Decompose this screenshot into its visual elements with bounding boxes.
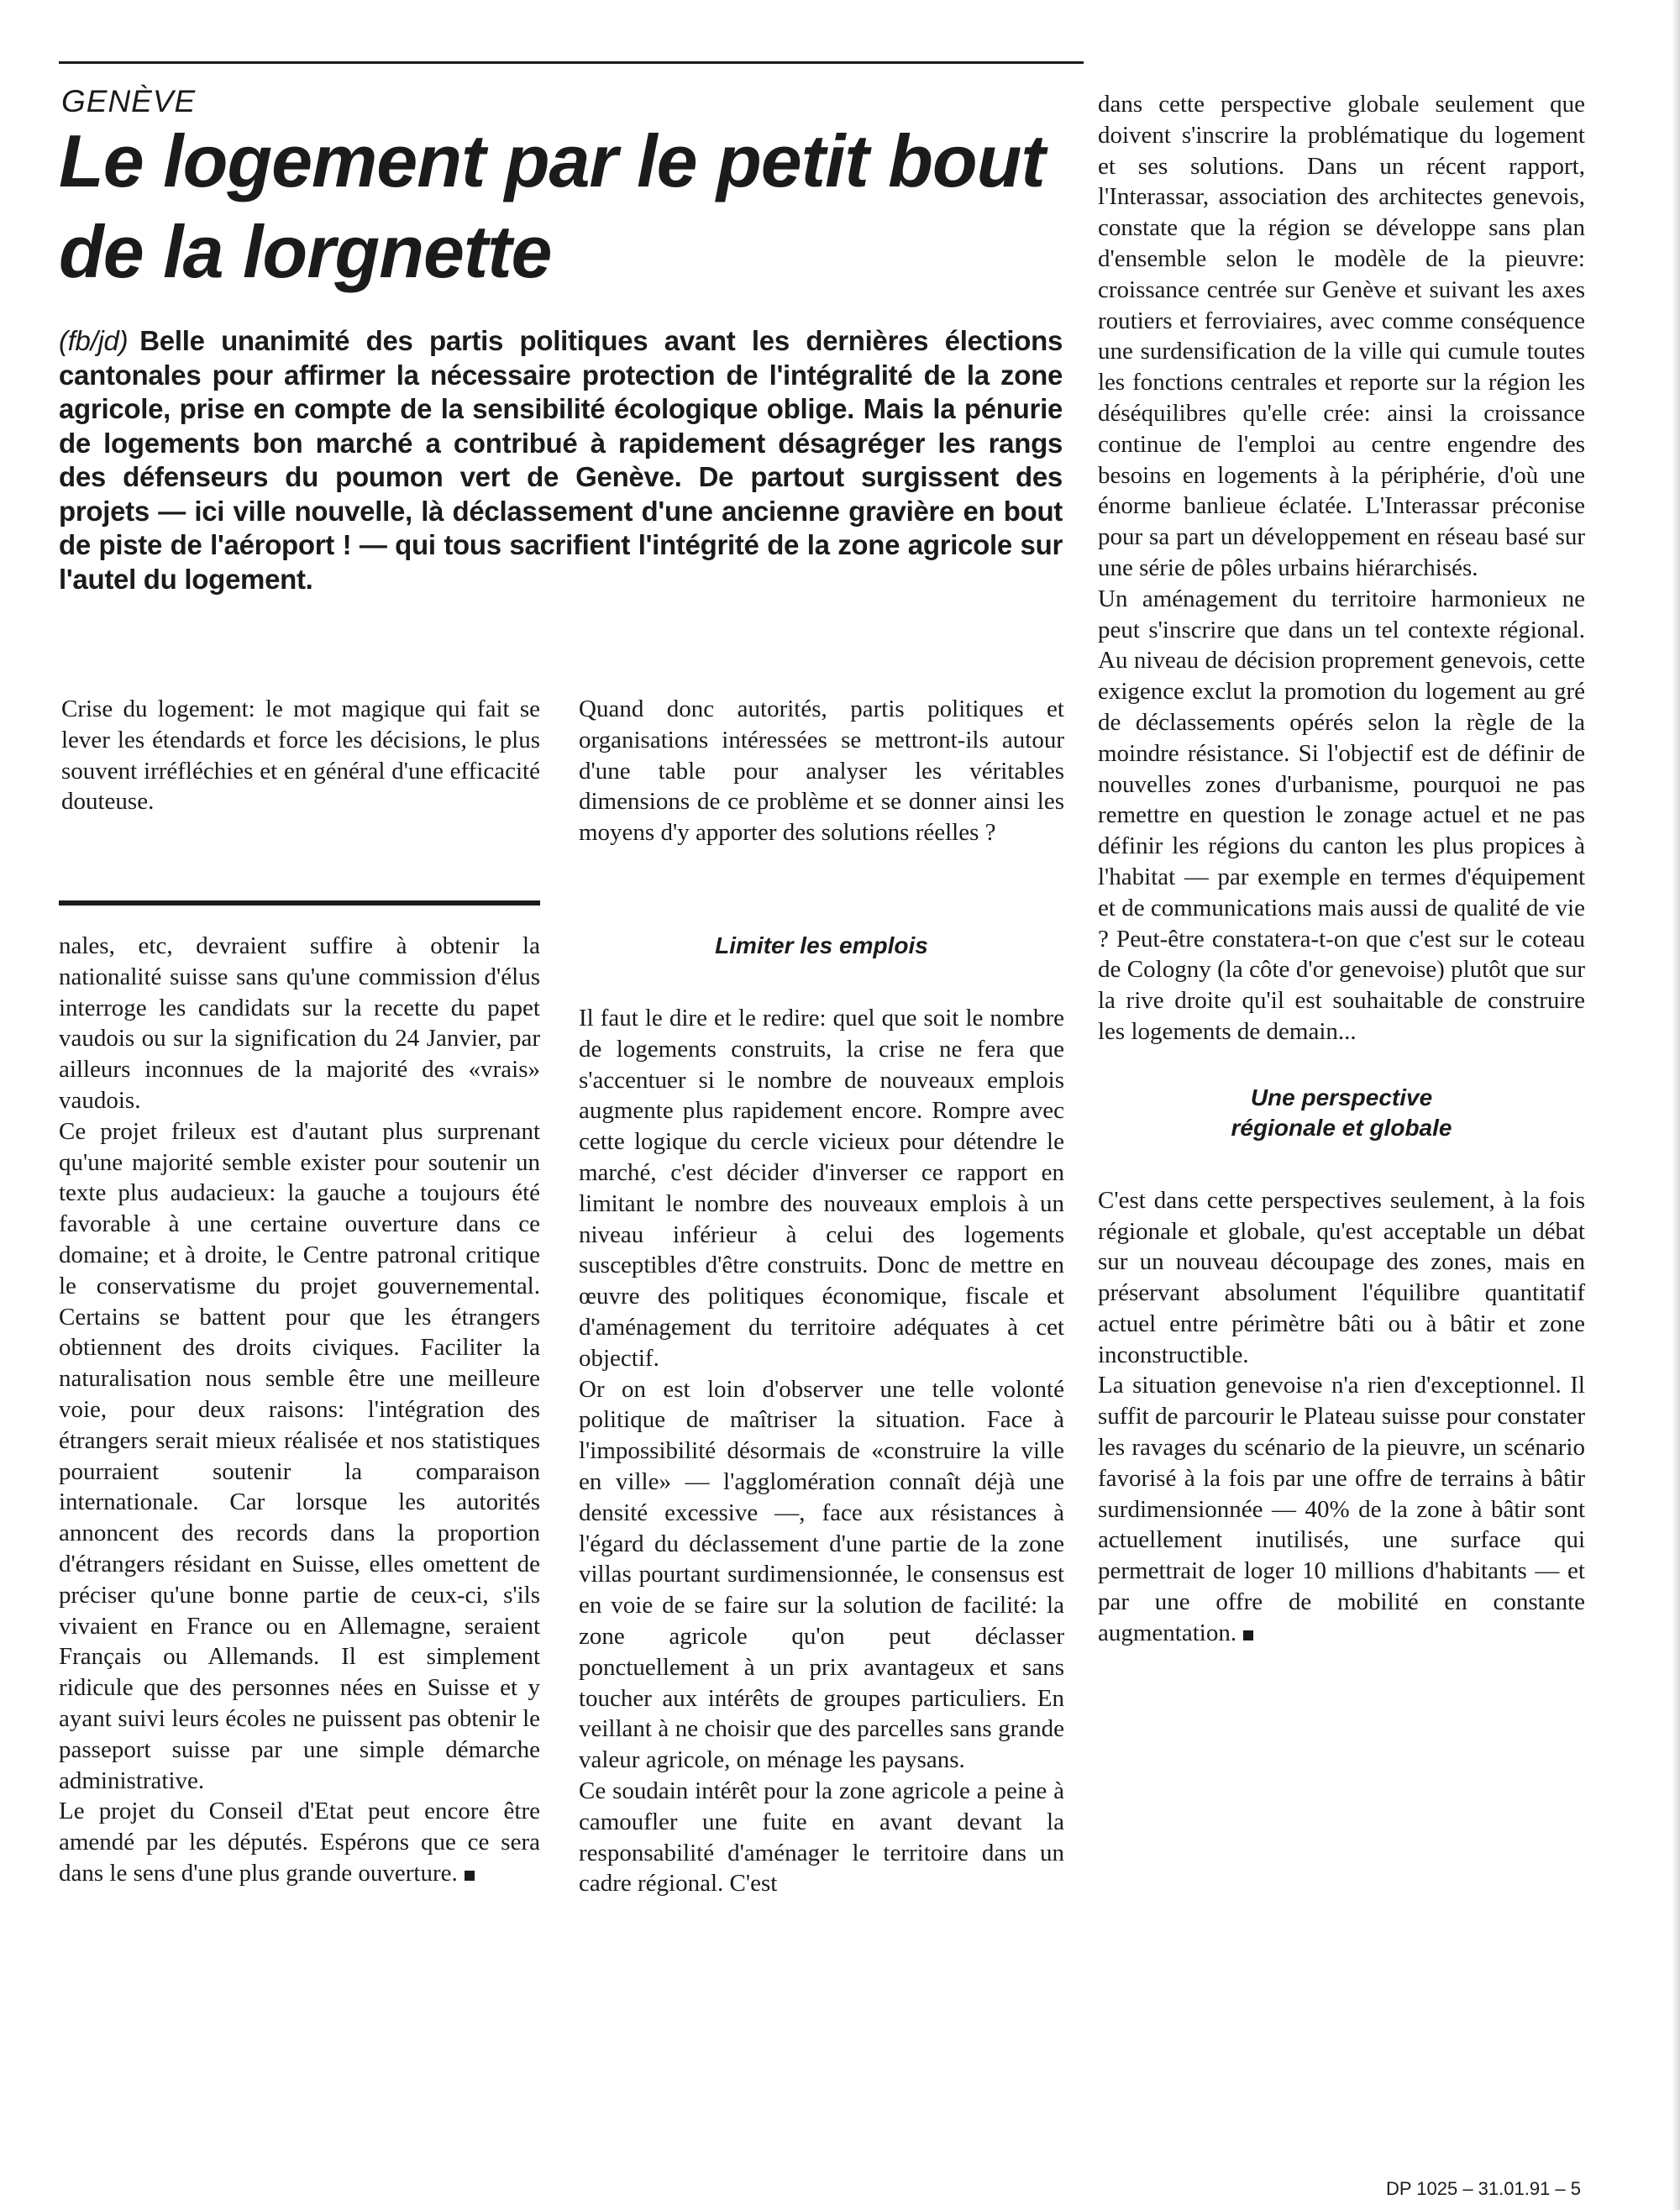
lead-text: Belle unanimité des partis politiques avant les dernières élections cantonales pour affirmer la nécessaire protection de l'intégralité de la zone agricole, prise en compte de la sensibilité écologique oblige. Mais la pénurie de logements bon marché a contribué à rapidement désagréger les rangs des défenseurs du poumon vert de Genève. De partout surgissent des projets — ici ville nouvelle, là déclassement d'une ancienne gravière en bout de piste de l'aéroport ! — qui tous sacrifient l'intégrité de la zone agricole sur l'autel du logement. <box>59 325 1063 595</box>
subhead: Limiter les emplois <box>715 932 928 958</box>
subhead-block <box>1098 1083 1585 1143</box>
section-label: GENÈVE <box>61 84 197 118</box>
paragraph: Or on est loin d'observer une telle volonté politique de maîtriser la situation. Face à l'impossibilité désormais de «construire la ville en ville» — l'agglomération connaît déjà une densité excessive —, face aux résistances à l'égard du déclassement d'une partie de la zone villas pourtant surdimensionnée, le consensus est en voie de se faire sur la solution de facilité: la zone agricole qu'on peut déclasser ponctuellement à un prix avantageux et sans toucher aux intérêts de groupes particuliers. En veillant à ne choisir que des parcelles sans grande valeur agricole, on ménage les paysans. <box>579 1375 1064 1774</box>
column-1 <box>59 931 540 1889</box>
column-divider-rule <box>59 900 540 906</box>
author-credit: (fb/jd) <box>59 325 129 356</box>
paragraph: dans cette perspective globale seulement que doivent s'inscrire la problématique du logement et ses solutions. Dans un récent rapport, l'Interassar, association des architectes genevois, constate que la région se développe sans plan d'ensemble selon le modèle de la pieuvre: croissance centrée sur Genève et suivant les axes routiers et ferroviaires, avec comme conséquence une surdensification de la ville qui cumule toutes les fonctions centrales et reporte sur la région les déséquilibres qu'elle crée: ainsi la croissance continue de l'emploi au centre engendre des besoins en logements à la périphérie, d'où une énorme banlieue éclatée. L'Interassar préconise pour sa part un développement en réseau basé sur une série de pôles urbains hiérarchisés. <box>1098 91 1585 581</box>
paragraph: Un aménagement du territoire harmonieux ne peut s'inscrire que dans un tel contexte régional. Au niveau de décision proprement genevois, cette exigence exclut la promotion du logement au gré de déclassements opérés selon la règle de la moindre résistance. Si l'objectif est de définir de nouvelles zones d'urbanisme, pourquoi ne pas remettre en question le zonage actuel et ne pas définir les régions du canton les plus propices à l'habitat — par exemple en termes d'équipement et de communications mais aussi de qualité de vie ? Peut-être constatera-t-on que c'est sur le coteau de Cologny (la côte d'or genevoise) plutôt que sur la rive droite qu'il est souhaitable de construire les logements de demain... <box>1098 585 1585 1045</box>
headline: Le logement par le petit bout de la lorgnette <box>59 119 1045 293</box>
page-footer: DP 1025 – 31.01.91 – 5 <box>1385 2178 1581 2199</box>
subhead-line: régionale et globale <box>1231 1114 1452 1141</box>
paragraph <box>1098 1370 1585 1648</box>
paragraph: C'est dans cette perspectives seulement, à la fois régionale et globale, qu'est acceptable un débat sur un nouveau découpage des zones, mais en préservant absolument l'équilibre quantitatif actuel entre périmètre bâti ou à bâtir et zone inconstructible. <box>1098 1186 1585 1368</box>
paragraph: Ce projet frileux est d'autant plus surprenant qu'une majorité semble exister pour soutenir un texte plus audacieux: la gauche a toujours été favorable à une certaine ouverture dans ce domaine; et à droite, le Centre patronal critique le conservatisme du projet gouvernemental. Certains se battent pour que les étrangers obtiennent des droits civiques. Faciliter la naturalisation nous semble être une meilleure voie, pour deux raisons: l'intégration des étrangers serait mieux réalisée et nos statistiques pourraient soutenir la comparaison internationale. Car lorsque les autorités annoncent des records dans la proportion d'étrangers résidant en Suisse, elles omettent de préciser qu'une bonne partie de ceux-ci, s'ils vivaient en France ou en Allemagne, seraient Français ou Allemands. Il est simplement ridicule que des personnes nées en Suisse et y ayant suivi leurs écoles ne puissent pas obtenir le passeport suisse par une simple démarche administrative. <box>59 1117 540 1794</box>
paragraph: Il faut le dire et le redire: quel que soit le nombre de logements construits, la crise ne fera que s'accentuer si le nombre de nouveaux emplois augmente plus rapidement encore. Rompre avec cette logique du cercle vicieux pour détendre le marché, c'est décider d'inverser ce rapport en limitant le nombre des nouveaux emplois à un niveau inférieur à celui des logements susceptibles d'être construits. Donc de mettre en œuvre des politiques économique, fiscale et d'aménagement du territoire adéquates à cet objectif. <box>579 1005 1064 1372</box>
paragraph: Ce soudain intérêt pour la zone agricole a peine à camoufler une fuite en avant devant la responsabilité d'aménager le territoire dans un cadre régional. C'est <box>579 1777 1064 1898</box>
end-mark <box>1243 1630 1253 1640</box>
paragraph-text: Le projet du Conseil d'Etat peut encore être amendé par les députés. Espérons que ce sera dans le sens d'une plus grande ouverture. <box>59 1798 540 1887</box>
end-mark <box>465 1871 475 1881</box>
intro-paragraph: Crise du logement: le mot magique qui fait se lever les étendards et force les décisions, le plus souvent irréfléchies et en général d'une efficacité douteuse. <box>61 696 540 816</box>
paragraph <box>59 1796 540 1888</box>
subhead-line: Une perspective <box>1250 1084 1433 1110</box>
column-2 <box>579 931 1064 1899</box>
lead-paragraph <box>59 324 1063 596</box>
top-rule <box>59 61 1084 64</box>
paragraph: nales, etc, devraient suffire à obtenir la nationalité suisse sans qu'une commission d'élus interroge les candidats sur la recette du papet vaudois ou sur la signification du 24 Janvier, par ailleurs inconnues de la majorité des «vrais» vaudois. <box>59 932 540 1114</box>
paragraph-text: La situation genevoise n'a rien d'exceptionnel. Il suffit de parcourir le Plateau suisse pour constater les ravages du scénario de la pieuvre, un scénario favorisé à la fois par une offre de terrains à bâtir surdimensionnée — 40% de la zone à bâtir sont actuellement inutilisés, une surface qui permettrait de loger 10 millions d'habitants — et par une offre de mobilité en constante augmentation. <box>1098 1372 1585 1646</box>
column-2-intro <box>579 694 1064 848</box>
intro-paragraph: Quand donc autorités, partis politiques et organisations intéressées se mettront-ils autour d'une table pour analyser les véritables dimensions de ce problème et se donner ainsi les moyens d'y apporter des solutions réelles ? <box>579 696 1064 847</box>
column-1-intro <box>61 694 540 817</box>
page-edge-shadow <box>1672 0 1680 2210</box>
column-3 <box>1098 89 1585 1649</box>
